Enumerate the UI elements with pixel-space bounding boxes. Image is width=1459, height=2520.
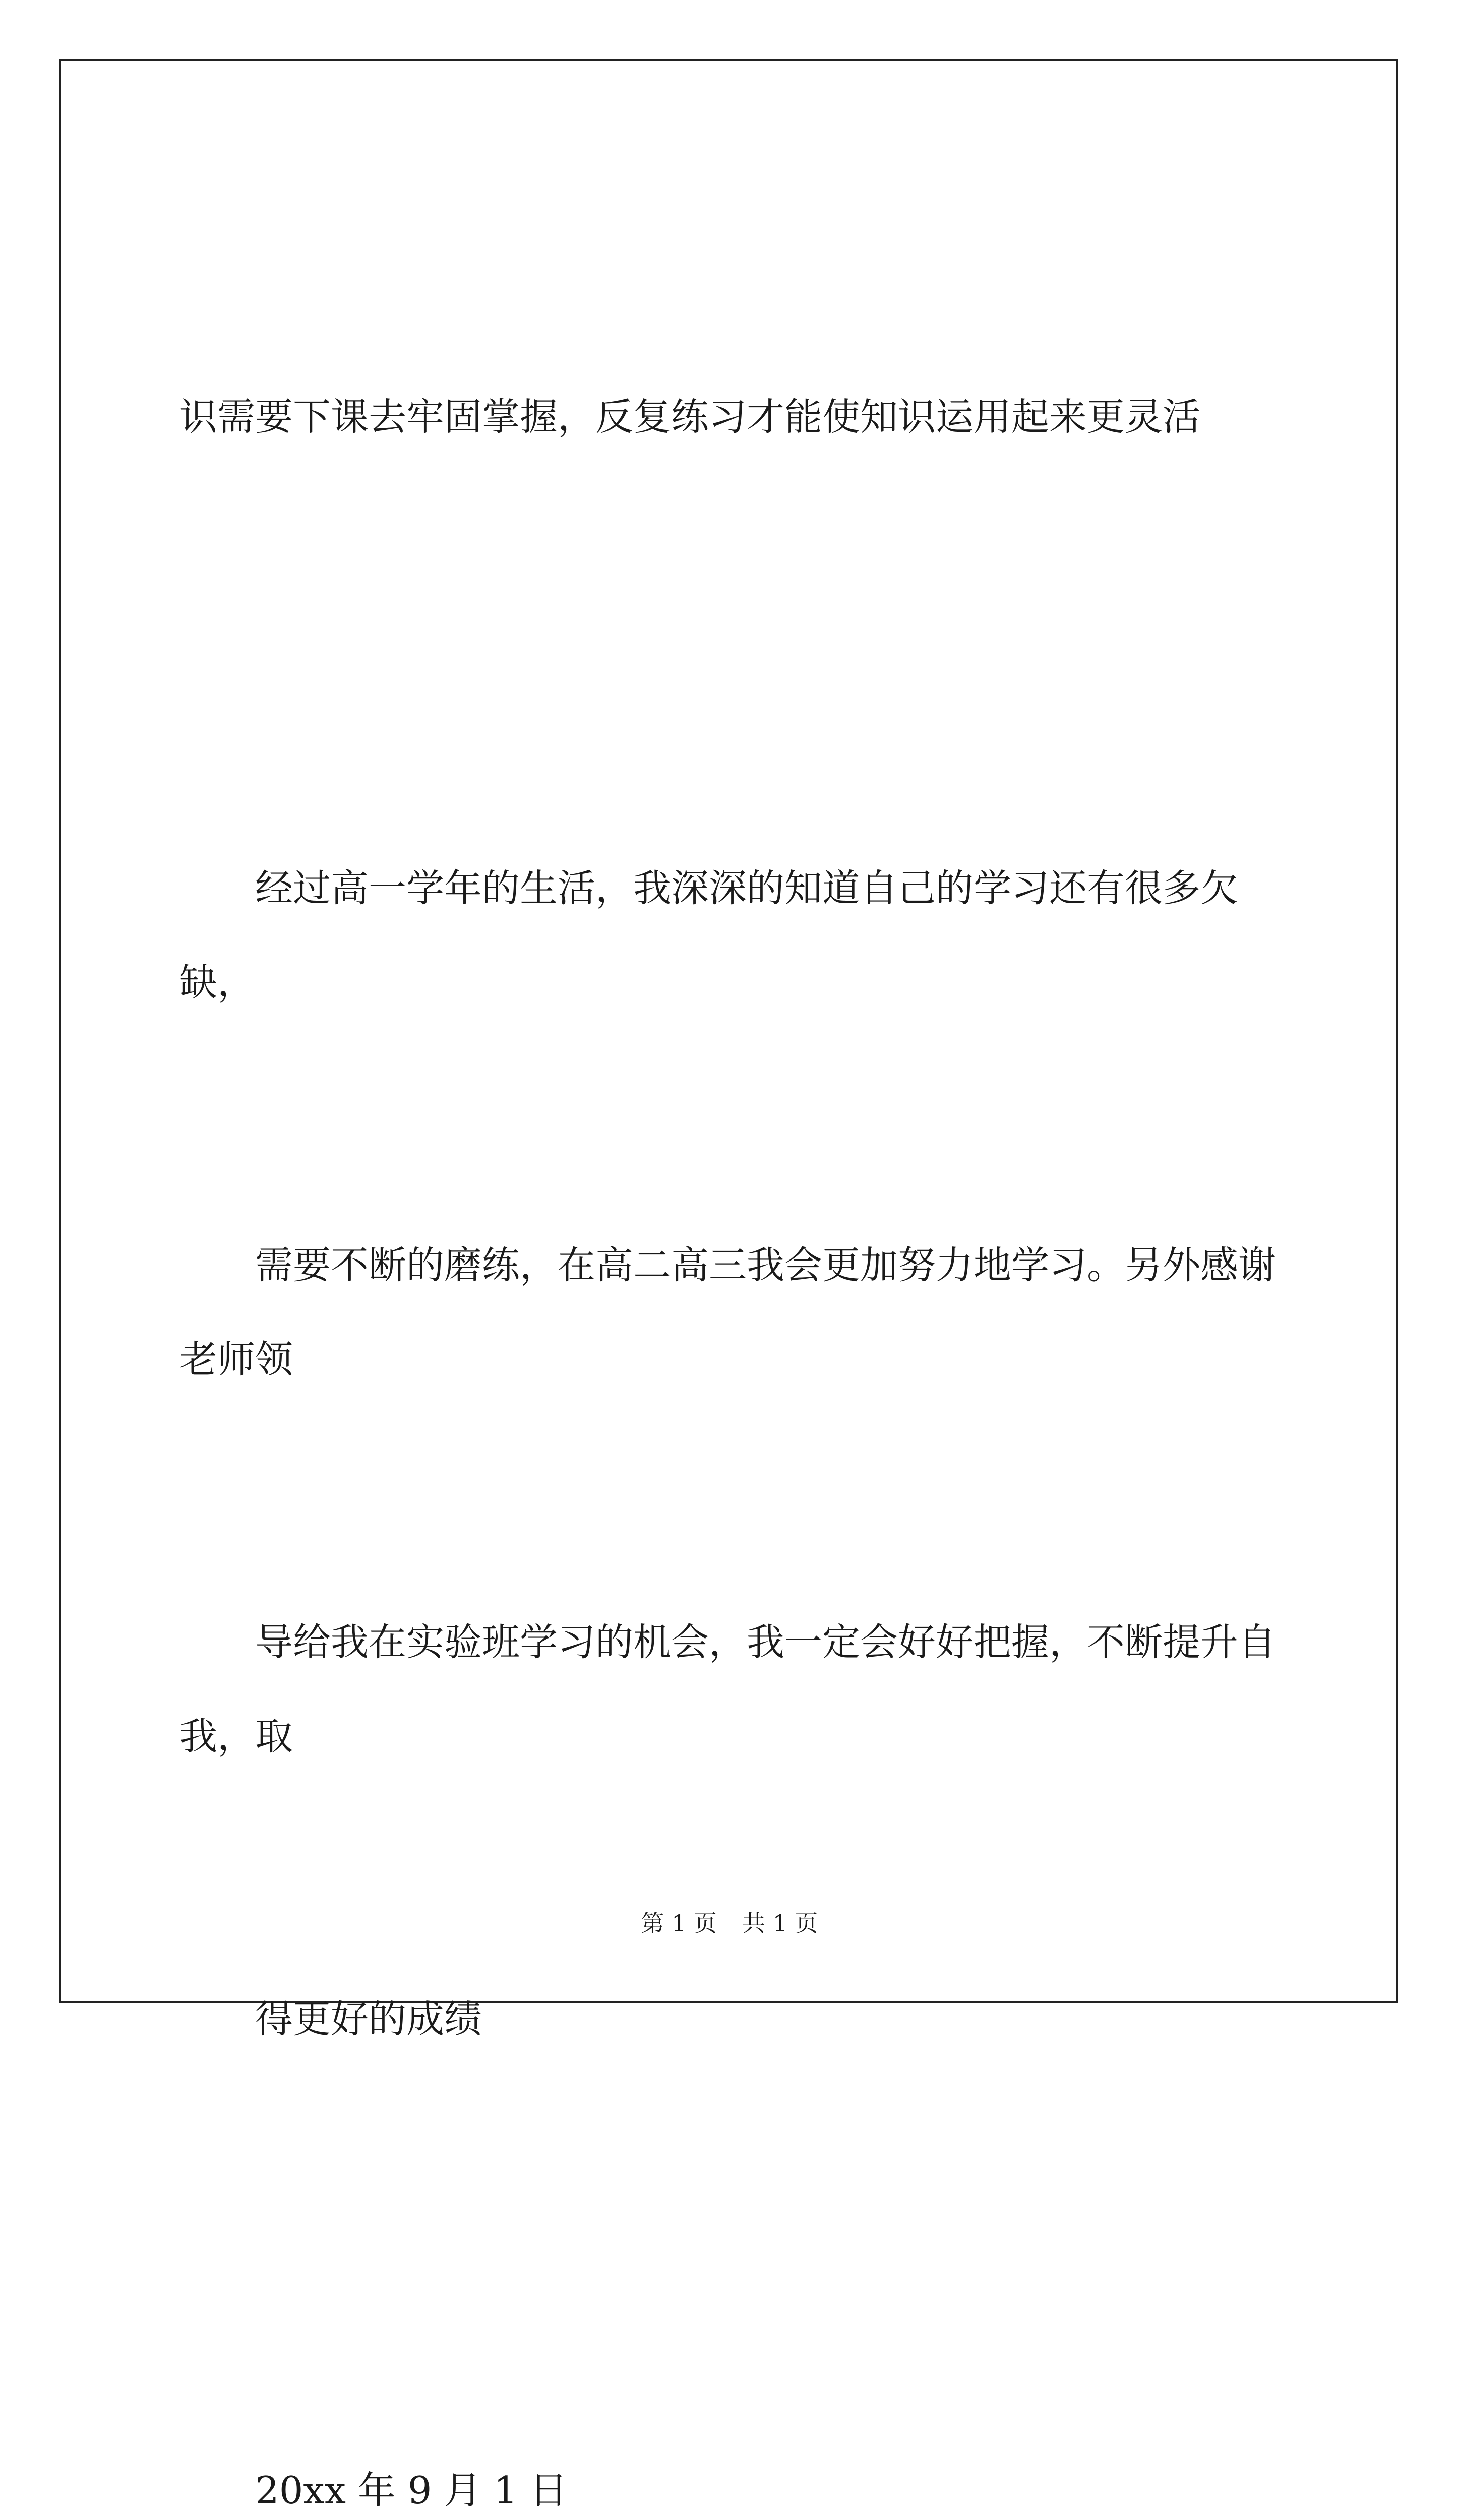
page-total: 共 1 页 (742, 1910, 818, 1937)
text-line: 得更好的成绩 (255, 1997, 482, 2041)
paragraph-reflection (179, 653, 1289, 2255)
text-line: 导给我在实验班学习的机会，我一定会好好把握，不断提升自我，取 (179, 1620, 1276, 1758)
document-body (179, 181, 1289, 2520)
text-line: 经过高一学年的生活，我深深的知道自己的学习还有很多欠缺， (179, 866, 1239, 1004)
page-footer (0, 1905, 1459, 1938)
text-line: 需要不断的磨练，在高二高三我会更加努力地学习。另外感谢老师领 (179, 1243, 1276, 1381)
date-line (179, 2255, 1289, 2520)
text-line: 20xx 年 9 月 1 日 (255, 2468, 568, 2512)
text-line: 识需要下课去牢固掌握，反复练习才能使知识运用起来更灵活 (179, 395, 1201, 439)
page-number: 第 1 页 (641, 1910, 717, 1937)
paragraph-continuation (179, 181, 1289, 653)
